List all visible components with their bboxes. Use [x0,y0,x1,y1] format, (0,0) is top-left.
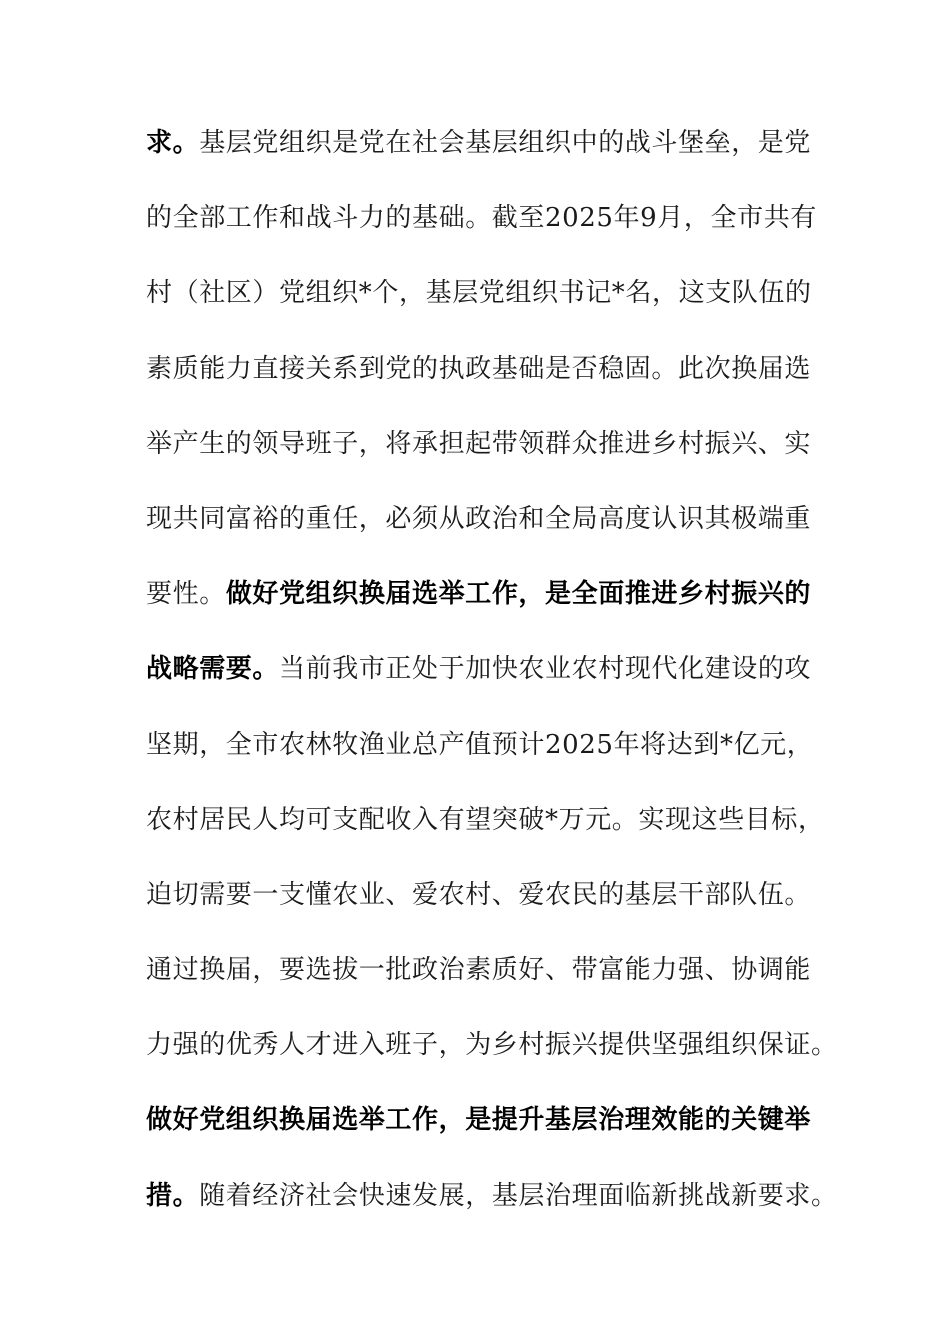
text-line [146,1095,812,1170]
text-line [146,419,812,494]
text-line [146,118,812,193]
text-segment: 迫切需要一支懂农业、爱农村、爱农民的基层干部队伍。 [146,879,812,910]
text-segment: 当前我市正处于加快农业农村现代化建设的攻 [279,654,812,685]
bold-text: 做好党组织换届选举工作，是全面推进乡村振兴的 [225,579,812,610]
text-line [146,644,812,719]
text-segment: 通过换届，要选拔一批政治素质好、带富能力强、协调能 [146,955,812,986]
text-segment: 坚期，全市农林牧渔业总产值预计2025年将达到*亿元， [146,729,814,760]
text-line [146,1171,838,1246]
text-segment: 随着经济社会快速发展，基层治理面临新挑战新要求。 [199,1180,838,1211]
text-line [146,1020,838,1095]
text-line [146,494,812,569]
text-line [146,945,812,1020]
text-segment: 现共同富裕的重任，必须从政治和全局高度认识其极端重 [146,503,812,534]
bold-text: 做好党组织换届选举工作，是提升基层治理效能的关键举 [146,1105,812,1136]
text-line [146,193,817,268]
text-segment: 素质能力直接关系到党的执政基础是否稳固。此次换届选 [146,353,812,384]
text-segment: 农村居民人均可支配收入有望突破*万元。实现这些目标， [146,804,825,835]
text-segment: 举产生的领导班子，将承担起带领群众推进乡村振兴、实 [146,428,812,459]
text-segment: 力强的优秀人才进入班子，为乡村振兴提供坚强组织保证。 [146,1030,838,1061]
text-line [146,268,812,343]
text-line [146,795,825,870]
text-line [146,870,812,945]
bold-text: 战略需要。 [146,654,280,685]
text-segment: 的全部工作和战斗力的基础。截至2025年9月，全市共有 [146,203,817,234]
text-line [146,344,812,419]
text-segment: 要性。 [146,579,226,610]
text-segment: 基层党组织是党在社会基层组织中的战斗堡垒，是党 [199,128,812,158]
text-line [146,720,814,795]
body-text [146,118,838,1246]
bold-text: 求。 [146,128,200,158]
text-segment: 村（社区）党组织*个，基层党组织书记*名，这支队伍的 [146,278,812,309]
text-line [146,569,812,644]
bold-text: 措。 [146,1180,200,1211]
